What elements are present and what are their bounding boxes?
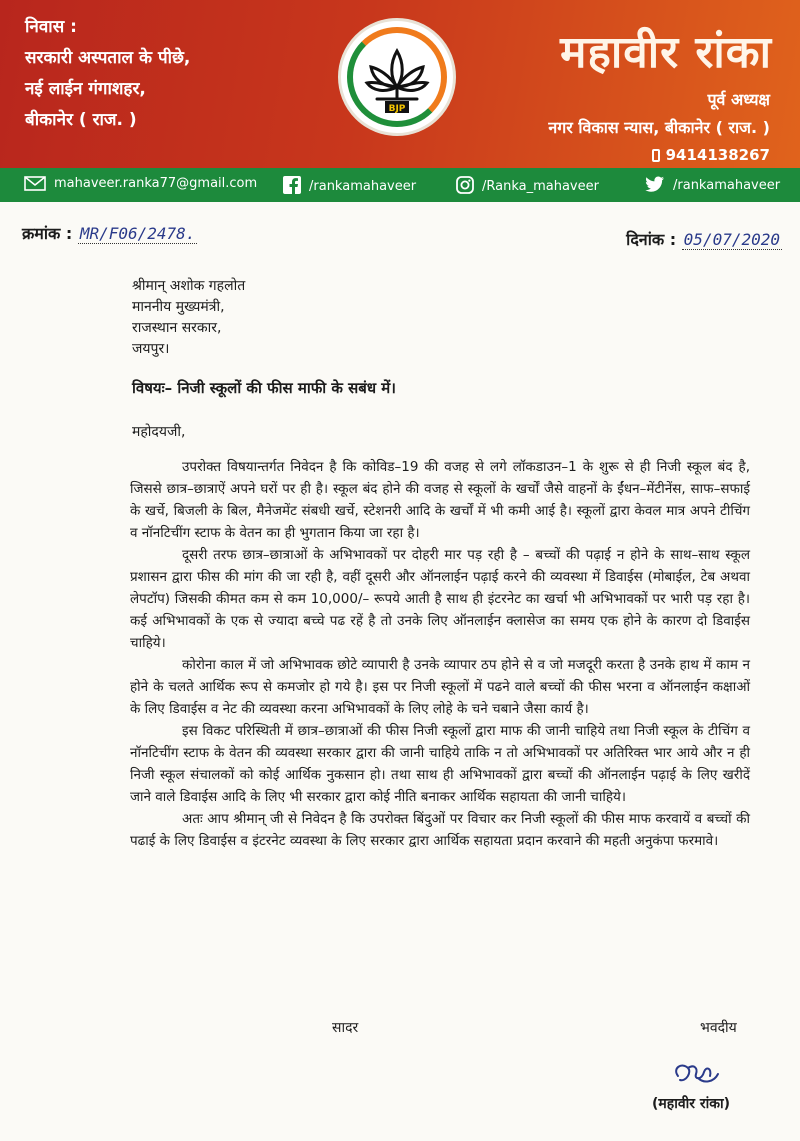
- email-text: mahaveer.ranka77@gmail.com: [54, 176, 258, 191]
- recipient-line: राजस्थान सरकार,: [132, 320, 222, 336]
- instagram-text: /Ranka_mahaveer: [482, 179, 599, 194]
- facebook-icon: [283, 176, 301, 194]
- logo-text: BJP: [388, 104, 406, 114]
- twitter-text: /rankamahaveer: [673, 178, 781, 193]
- closing-yours: भवदीय: [700, 1020, 737, 1036]
- body-paragraph: अतः आप श्रीमान् जी से निवेदन है कि उपरोक्त बिंदुओं पर विचार कर निजी स्कूलों की फीस माफ करवायें व बच्चों की पढाई के लिए डिवाईस व इंटरनेट व्यवस्था के लिए सरकार द्वारा आर्थिक सहायता प्रदान करवाने की महती अनुकंपा फरमावे।: [130, 811, 750, 849]
- address-line: नई लाईन गंगाशहर,: [25, 79, 146, 99]
- letterhead: [0, 0, 800, 168]
- facebook-text: /rankamahaveer: [309, 179, 417, 194]
- instagram-contact[interactable]: [456, 176, 599, 194]
- instagram-icon: [456, 176, 474, 194]
- ref-value: MR/F06/2478.: [79, 224, 196, 243]
- organization: नगर विकास न्यास, बीकानेर ( राज. ): [548, 118, 770, 137]
- lotus-icon: [363, 43, 431, 115]
- subject-line: विषयः– निजी स्कूलों की फीस माफी के सबंध में।: [132, 379, 396, 397]
- facebook-contact[interactable]: [283, 176, 416, 194]
- address-label: निवास :: [25, 17, 77, 37]
- recipient-block: [132, 276, 245, 360]
- signer-name: (महावीर रांका): [652, 1096, 730, 1112]
- residence-address: [25, 12, 190, 136]
- phone-icon: [652, 149, 660, 162]
- closing-regards: सादर: [332, 1020, 359, 1036]
- reference-number: [22, 222, 197, 244]
- date-value: 05/07/2020: [683, 230, 780, 249]
- twitter-contact[interactable]: [645, 176, 780, 193]
- signature-image: [668, 1058, 720, 1088]
- designation: पूर्व अध्यक्ष: [707, 90, 770, 109]
- phone-number: [652, 146, 770, 164]
- envelope-icon: [24, 176, 46, 191]
- recipient-line: माननीय मुख्यमंत्री,: [132, 299, 225, 315]
- ref-label: क्रमांक :: [22, 224, 73, 243]
- email-contact[interactable]: [24, 176, 257, 191]
- body-paragraph: दूसरी तरफ छात्र–छात्राओं के अभिभावकों पर दोहरी मार पड़ रही है – बच्चों की पढ़ाई न होने के साथ–साथ स्कूल प्रशासन द्वारा फीस की मांग की जा रही है, वहीं दूसरी और ऑनलाईन पढ़ाई करने की व्यवस्था में डिवाईस (मोबाईल, टेब अथवा लेपटॉप) जिसकी कीमत कम से कम 10,000/– रूपये आती है साथ ही इंटरनेट का खर्चा भी अभिभावकों पर भारी पड़ रहा है। कई अभिभावकों के एक से ज्यादा बच्चे पढ रहें है तो उनके लिए ऑनलाईन क्लासेज का समय एक होने के कारण दो डिवाईस चाहिये।: [130, 547, 750, 651]
- date-label: दिनांक :: [626, 230, 677, 249]
- contact-bar: [0, 168, 800, 202]
- body-paragraph: कोरोना काल में जो अभिभावक छोटे व्यापारी है उनके व्यापार ठप होने से व जो मजदूरी करता है उनके हाथ में काम न होने के चलते आर्थिक रूप से कमजोर हो गये है। इस पर निजी स्कूलों में पढने वाले बच्चों की फीस भरना व ऑनलाईन कक्षाओं के लिए डिवाईस व नेट की व्यवस्था करना अभिभावकों के लिए लोहे के चने चबाने जैसा कार्य है।: [130, 657, 750, 717]
- salutation: महोदयजी,: [132, 424, 186, 440]
- recipient-line: जयपुर।: [132, 341, 170, 357]
- sender-name: महावीर रांका: [560, 27, 772, 78]
- body-paragraph: इस विकट परिस्थिती में छात्र–छात्राओं की फीस निजी स्कूलों द्वारा माफ की जानी चाहिये तथा निजी स्कूल के टीचिंग व नॉनटिचींग स्टाफ के वेतन की व्यवस्था सरकार द्वारा की जानी चाहिये ताकि न तो अभिभावकों पर अतिरिक्त भार आये और न ही निजी स्कूल संचालकों को कोई आर्थिक नुकसान हो। तथा साथ ही अभिभावकों द्वारा बच्चों की ऑनलाईन पढ़ाई के लिए खरीदें जाने वाले डिवाईस आदि के लिए भी सरकार द्वारा कोई नीति बनाकर आर्थिक सहायता की जानी चाहिये।: [130, 723, 750, 805]
- phone-text: 9414138267: [665, 146, 770, 164]
- address-line: सरकारी अस्पताल के पीछे,: [25, 48, 191, 68]
- recipient-line: श्रीमान् अशोक गहलोत: [132, 278, 246, 294]
- letter-date: [626, 228, 782, 250]
- twitter-icon: [645, 176, 665, 193]
- letter-body: [130, 456, 750, 852]
- body-paragraph: उपरोक्त विषयान्तर्गत निवेदन है कि कोविड–19 की वजह से लगे लॉकडाउन–1 के शुरू से ही निजी स्कूल बंद है, जिससे छात्र–छात्राऐं अपने घरों पर ही है। स्कूल बंद होने की वजह से स्कूलों के खर्चों जैसे वाहनों के ईंधन–मेंटीनेंस, साफ–सफाई के खर्चे, बिजली के बिल, मैनेजमेंट संबधी खर्चे, स्टेशनरी आदि के खर्चों में भी कमी आई है। स्कूलों द्वारा केवल मात्र अपने टीचिंग व नॉनटिचींग स्टाफ के वेतन का ही भुगतान किया जा रहा है।: [130, 459, 750, 541]
- party-logo: [338, 18, 456, 136]
- address-line: बीकानेर ( राज. ): [25, 110, 137, 130]
